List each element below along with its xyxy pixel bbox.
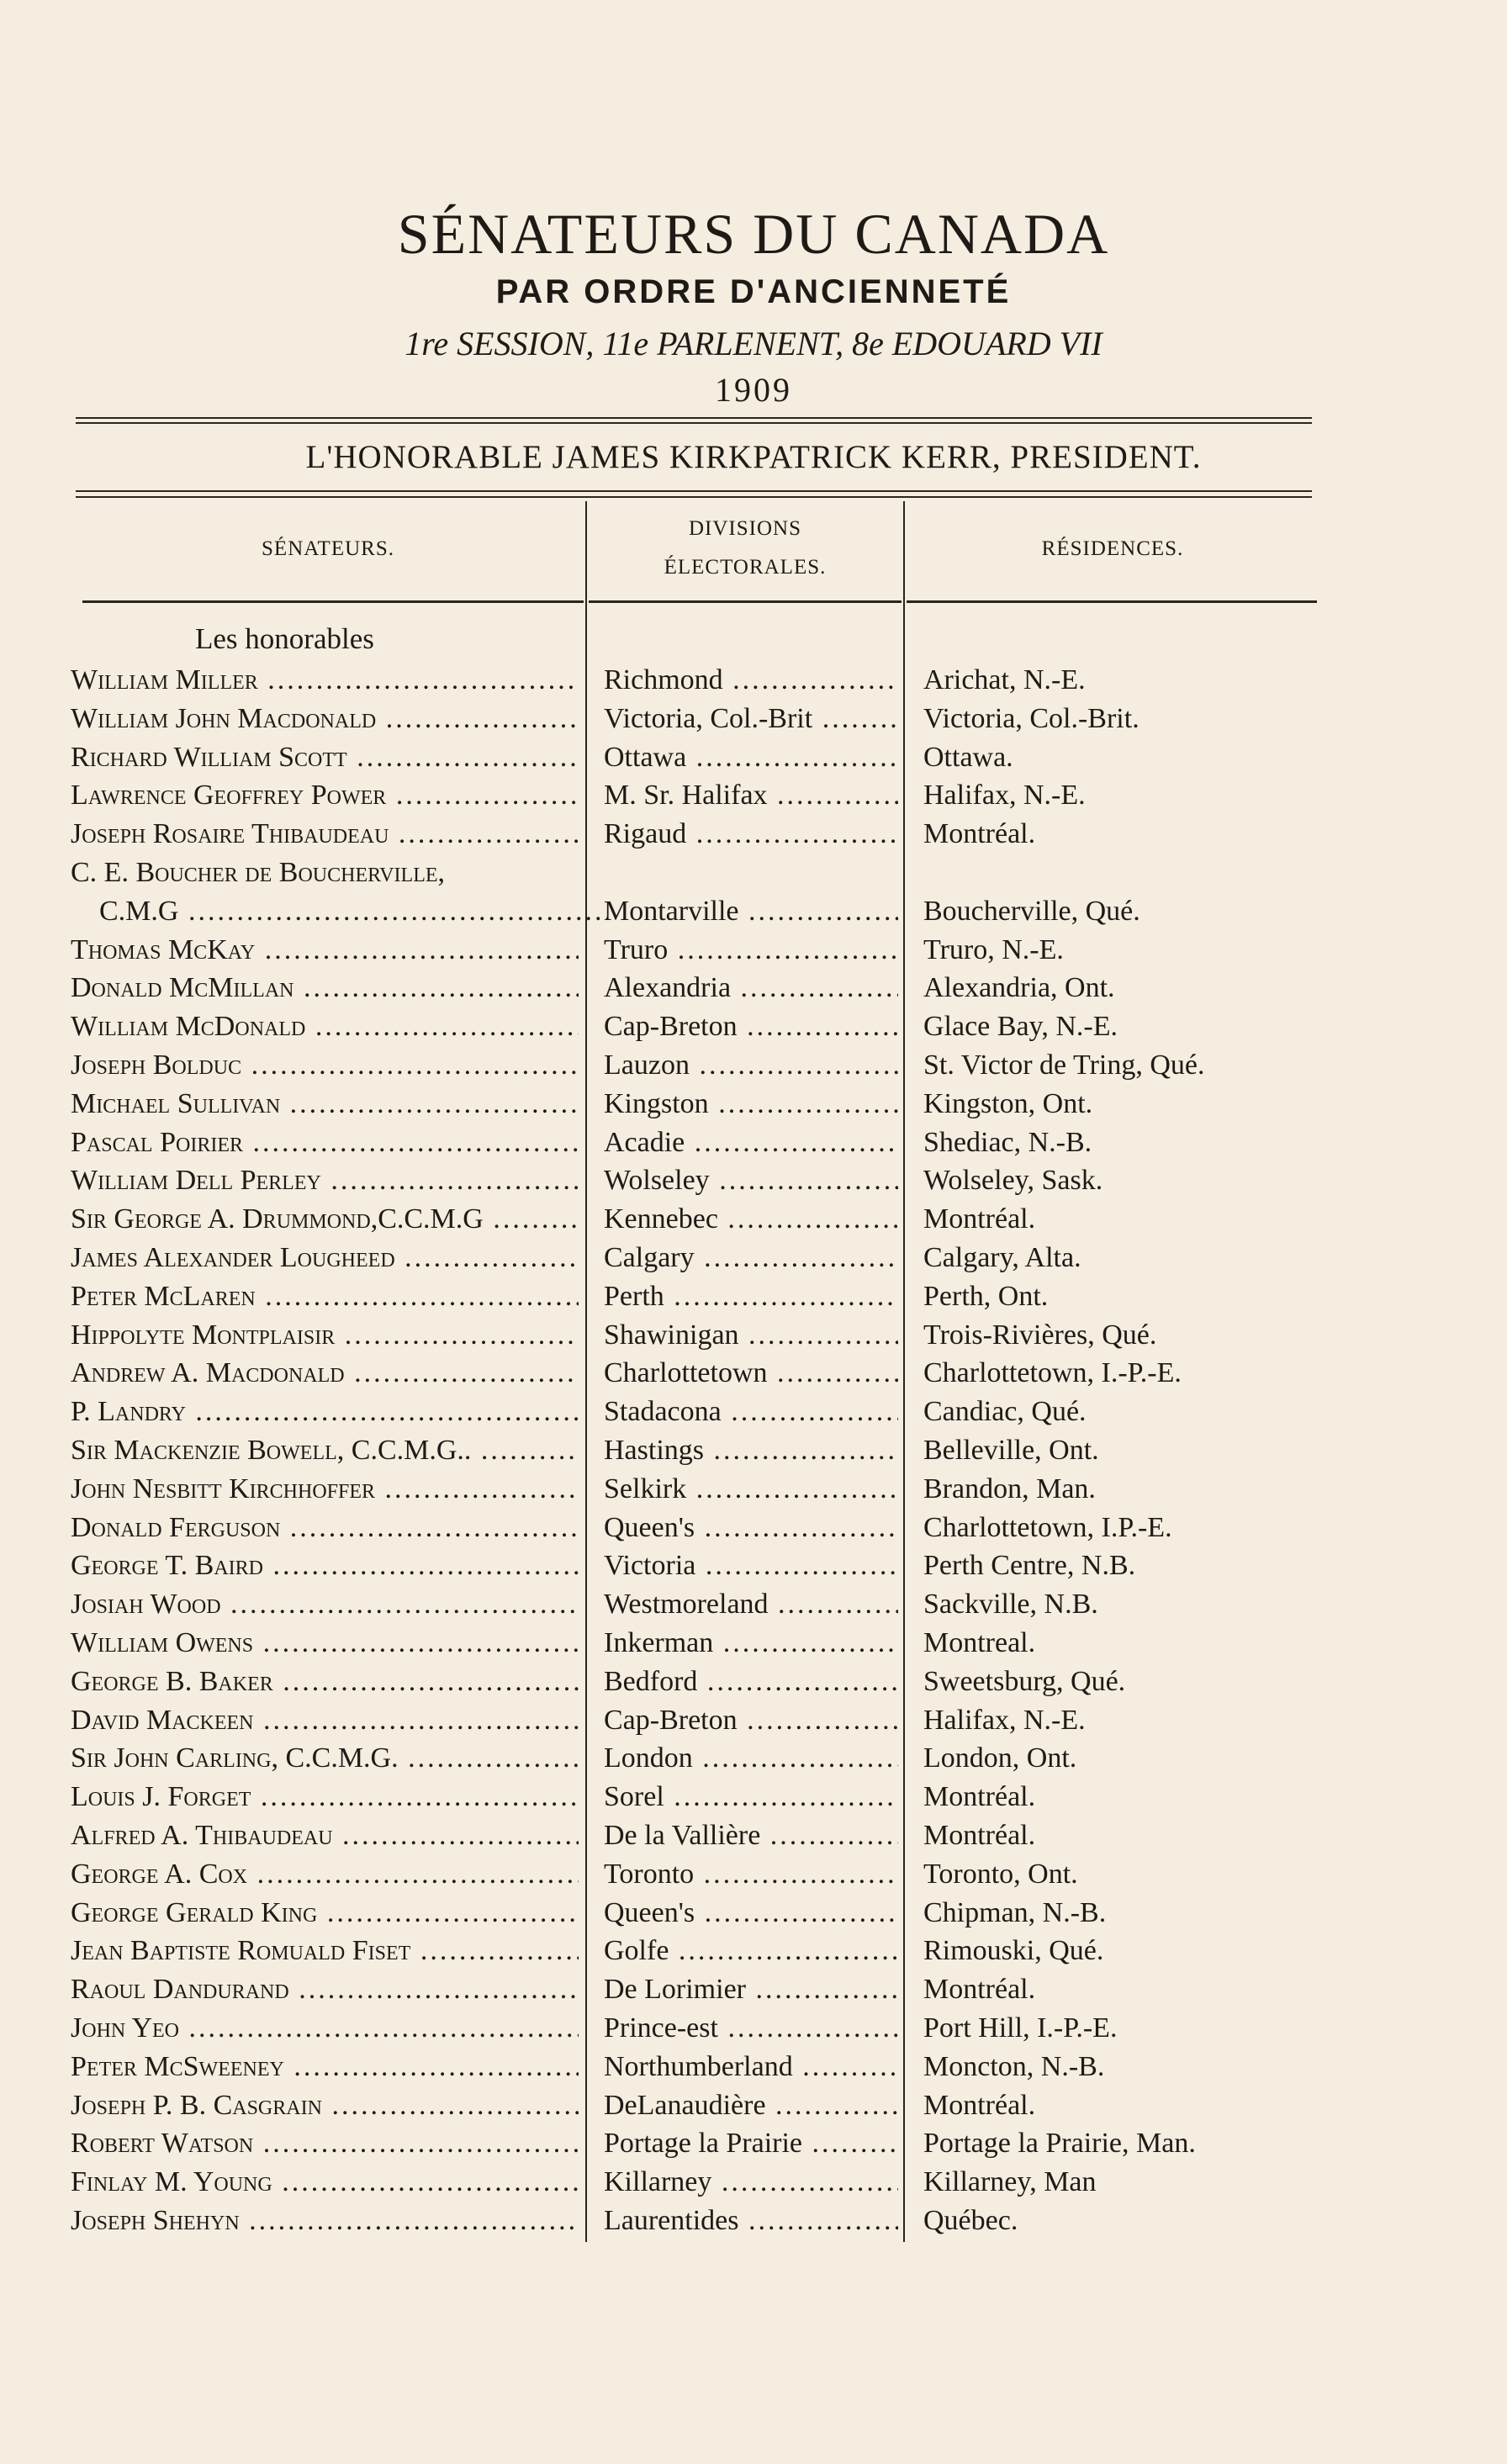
residence: Rimouski, Qué.: [923, 1935, 1104, 1967]
senator-name: Peter McSweeney .....: [71, 2048, 579, 2086]
senator-name: Joseph Rosaire Thibaudeau .....: [71, 815, 579, 854]
residence: Portage la Prairie, Man.: [923, 2128, 1196, 2160]
senator-name: P. Landry .....: [71, 1393, 579, 1431]
senator-name: C.M.G .....: [99, 892, 607, 931]
electoral-division: Cap-Breton .....: [604, 1701, 898, 1740]
residence: Montréal.: [923, 1820, 1036, 1851]
page-subtitle: PAR ORDRE D'ANCIENNETÉ: [495, 273, 1012, 310]
electoral-division: Lauzon .....: [604, 1046, 898, 1085]
table-row: [0, 1007, 1507, 1046]
senator-name: George Gerald King .....: [71, 1894, 579, 1933]
electoral-division: Selkirk .....: [604, 1470, 898, 1509]
electoral-division: Cap-Breton .....: [604, 1007, 898, 1046]
electoral-division: Stadacona .....: [604, 1393, 898, 1431]
electoral-division: Wolseley .....: [604, 1161, 898, 1200]
column-header-divisions: [587, 510, 903, 587]
residence: Moncton, N.-B.: [923, 2050, 1105, 2082]
president-line: L'HONORABLE JAMES KIRKPATRICK KERR, PRESIDENT.: [305, 439, 1202, 475]
residence: Perth Centre, N.B.: [923, 1550, 1136, 1582]
table-row: [0, 1585, 1507, 1624]
electoral-division: Northumberland .....: [604, 2048, 898, 2086]
residence: Wolseley, Sask.: [923, 1165, 1103, 1197]
header-underline: [82, 600, 584, 603]
header-underline: [589, 600, 902, 603]
electoral-division: Acadie .....: [604, 1124, 898, 1162]
senator-name: Alfred A. Thibaudeau .....: [71, 1816, 579, 1855]
electoral-division: Kennebec .....: [604, 1200, 898, 1239]
senator-name: Louis J. Forget .....: [71, 1778, 579, 1816]
residence: Montréal.: [923, 818, 1036, 850]
table-row: [0, 1277, 1507, 1316]
table-row: [0, 2009, 1507, 2048]
senator-name: John Yeo .....: [71, 2009, 579, 2048]
residence: Belleville, Ont.: [923, 1435, 1099, 1466]
senator-name: William Dell Perley .....: [71, 1161, 579, 1200]
year-line: 1909: [715, 371, 792, 409]
residence: Charlottetown, I.-P.-E.: [923, 1357, 1182, 1389]
electoral-division: Prince-est .....: [604, 2009, 898, 2048]
residence: Ottawa.: [923, 741, 1013, 773]
residence: Sweetsburg, Qué.: [923, 1665, 1126, 1697]
residence: Chipman, N.-B.: [923, 1896, 1107, 1928]
electoral-division: Sorel .....: [604, 1778, 898, 1816]
table-row: [0, 661, 1507, 700]
residence: Victoria, Col.-Brit.: [923, 702, 1140, 734]
senator-name: Raoul Dandurand .....: [71, 1970, 579, 2009]
senator-name: Donald Ferguson .....: [71, 1509, 579, 1547]
electoral-division: Hastings .....: [604, 1431, 898, 1470]
table-row: [0, 1431, 1507, 1470]
table-row: [0, 1046, 1507, 1085]
residence: Shediac, N.-B.: [923, 1126, 1092, 1158]
column-header-divisions-line1: DIVISIONS: [689, 517, 801, 540]
residence: Halifax, N.-E.: [923, 780, 1086, 812]
electoral-division: Shawinigan .....: [604, 1316, 898, 1355]
table-row: [0, 1200, 1507, 1239]
electoral-division: Rigaud .....: [604, 815, 898, 854]
senator-name: Pascal Poirier .....: [71, 1124, 579, 1162]
table-row: [0, 1816, 1507, 1855]
senator-name: George A. Cox .....: [71, 1855, 579, 1894]
electoral-division: London .....: [604, 1739, 898, 1778]
table-row: [0, 854, 1507, 892]
senator-name: Peter McLaren .....: [71, 1277, 579, 1316]
electoral-division: Calgary .....: [604, 1239, 898, 1277]
table-row: [0, 738, 1507, 777]
senator-name: Jean Baptiste Romuald Fiset .....: [71, 1932, 579, 1970]
table-row: [0, 1663, 1507, 1701]
table-row: [0, 2202, 1507, 2240]
senator-name: George B. Baker .....: [71, 1663, 579, 1701]
electoral-division: Portage la Prairie .....: [604, 2124, 898, 2163]
table-row: [0, 1932, 1507, 1970]
table-row: [0, 1161, 1507, 1200]
electoral-division: De la Vallière .....: [604, 1816, 898, 1855]
residence: Toronto, Ont.: [923, 1858, 1078, 1890]
senator-name: John Nesbitt Kirchhoffer .....: [71, 1470, 579, 1509]
residence: Montréal.: [923, 1781, 1036, 1813]
senator-name: Richard William Scott .....: [71, 738, 579, 777]
senator-name: Joseph Bolduc .....: [71, 1046, 579, 1085]
table-row: [0, 1701, 1507, 1740]
electoral-division: M. Sr. Halifax .....: [604, 776, 898, 815]
table-row: [0, 1085, 1507, 1124]
electoral-division: DeLanaudière .....: [604, 2086, 898, 2125]
table-row: [0, 1970, 1507, 2009]
residence: Arichat, N.-E.: [923, 664, 1086, 695]
senator-name: William John Macdonald .....: [71, 700, 579, 738]
senator-name: William McDonald .....: [71, 1007, 579, 1046]
electoral-division: Toronto .....: [604, 1855, 898, 1894]
electoral-division: Queen's .....: [604, 1509, 898, 1547]
residence: Montréal.: [923, 1203, 1036, 1235]
table-row: [0, 2048, 1507, 2086]
electoral-division: Perth .....: [604, 1277, 898, 1316]
senator-name: Finlay M. Young .....: [71, 2163, 579, 2202]
senator-name: Donald McMillan .....: [71, 969, 579, 1007]
table-row: [0, 1470, 1507, 1509]
table-row: [0, 931, 1507, 970]
table-row: [0, 969, 1507, 1007]
electoral-division: Kingston .....: [604, 1085, 898, 1124]
senator-name: Lawrence Geoffrey Power .....: [71, 776, 579, 815]
table-row: [0, 1778, 1507, 1816]
table-row: [0, 892, 1507, 931]
residence: St. Victor de Tring, Qué.: [923, 1050, 1205, 1081]
residence: Killarney, Man: [923, 2166, 1097, 2198]
divider: [76, 496, 1312, 498]
table-row: [0, 1393, 1507, 1431]
residence: Montreal.: [923, 1627, 1036, 1658]
table-row: [0, 1509, 1507, 1547]
senator-name: Sir John Carling, C.C.M.G. .....: [71, 1739, 579, 1778]
divider: [76, 417, 1312, 419]
residence: Trois-Rivières, Qué.: [923, 1319, 1157, 1351]
residence: Sackville, N.B.: [923, 1589, 1098, 1621]
electoral-division: Inkerman .....: [604, 1624, 898, 1663]
senator-name: Joseph Shehyn .....: [71, 2202, 579, 2240]
table-row: [0, 1739, 1507, 1778]
table-row: [0, 1124, 1507, 1162]
column-header-senateurs: SÉNATEURS.: [262, 537, 394, 560]
residence: Montréal.: [923, 1974, 1036, 2006]
table-row: [0, 815, 1507, 854]
electoral-division: Truro .....: [604, 931, 898, 970]
senator-name: James Alexander Lougheed .....: [71, 1239, 579, 1277]
senator-name: Sir Mackenzie Bowell, C.C.M.G.. .....: [71, 1431, 579, 1470]
residence: Truro, N.-E.: [923, 933, 1064, 965]
table-row: [0, 776, 1507, 815]
residence: Kingston, Ont.: [923, 1087, 1093, 1119]
residence: London, Ont.: [923, 1742, 1077, 1774]
page-title: SÉNATEURS DU CANADA: [397, 202, 1110, 266]
senator-name: C. E. Boucher de Boucherville,: [71, 857, 446, 888]
column-header-divisions-line2: ÉLECTORALES.: [664, 556, 827, 579]
residence: Port Hill, I.-P.-E.: [923, 2012, 1118, 2044]
senator-name: William Owens .....: [71, 1624, 579, 1663]
residence: Québec.: [923, 2205, 1018, 2236]
senator-name: Robert Watson .....: [71, 2124, 579, 2163]
senator-name: David Mackeen .....: [71, 1701, 579, 1740]
electoral-division: Victoria .....: [604, 1547, 898, 1585]
table-row: [0, 2163, 1507, 2202]
electoral-division: Charlottetown .....: [604, 1354, 898, 1393]
header-underline: [907, 600, 1317, 603]
divider: [76, 490, 1312, 492]
table-row: [0, 1239, 1507, 1277]
column-header-residences: RÉSIDENCES.: [1041, 537, 1184, 560]
electoral-division: Bedford .....: [604, 1663, 898, 1701]
senator-name: Joseph P. B. Casgrain .....: [71, 2086, 579, 2125]
les-honorables-label: Les honorables: [195, 622, 374, 655]
senator-name: Thomas McKay .....: [71, 931, 579, 970]
senator-name: Andrew A. Macdonald .....: [71, 1354, 579, 1393]
senator-name: George T. Baird .....: [71, 1547, 579, 1585]
electoral-division: Victoria, Col.-Brit .....: [604, 700, 898, 738]
table-row: [0, 2124, 1507, 2163]
table-row: [0, 700, 1507, 738]
divider: [76, 422, 1312, 424]
electoral-division: Laurentides .....: [604, 2202, 898, 2240]
residence: Glace Bay, N.-E.: [923, 1011, 1118, 1043]
electoral-division: Westmoreland .....: [604, 1585, 898, 1624]
table-row: [0, 1354, 1507, 1393]
senator-name: Michael Sullivan .....: [71, 1085, 579, 1124]
table-row: [0, 1855, 1507, 1894]
electoral-division: Queen's .....: [604, 1894, 898, 1933]
table-row: [0, 1547, 1507, 1585]
residence: Perth, Ont.: [923, 1280, 1049, 1312]
table-row: [0, 1316, 1507, 1355]
residence: Calgary, Alta.: [923, 1242, 1081, 1273]
residence: Halifax, N.-E.: [923, 1704, 1086, 1736]
residence: Candiac, Qué.: [923, 1396, 1087, 1428]
table-row: [0, 1624, 1507, 1663]
electoral-division: Montarville .....: [604, 892, 898, 931]
session-line: 1re SESSION, 11e PARLENENT, 8e EDOUARD VII: [405, 325, 1102, 362]
senator-name: Sir George A. Drummond,C.C.M.G .....: [71, 1200, 579, 1239]
table-row: [0, 1894, 1507, 1933]
residence: Charlottetown, I.P.-E.: [923, 1511, 1172, 1543]
residence: Alexandria, Ont.: [923, 972, 1115, 1004]
electoral-division: Alexandria .....: [604, 969, 898, 1007]
electoral-division: De Lorimier .....: [604, 1970, 898, 2009]
table-row: [0, 2086, 1507, 2125]
electoral-division: Killarney .....: [604, 2163, 898, 2202]
electoral-division: Richmond .....: [604, 661, 898, 700]
senator-name: Josiah Wood .....: [71, 1585, 579, 1624]
electoral-division: Ottawa .....: [604, 738, 898, 777]
residence: Boucherville, Qué.: [923, 895, 1140, 927]
electoral-division: Golfe .....: [604, 1932, 898, 1970]
senator-name: William Miller .....: [71, 661, 579, 700]
residence: Brandon, Man.: [923, 1473, 1096, 1504]
senator-name: Hippolyte Montplaisir .....: [71, 1316, 579, 1355]
residence: Montréal.: [923, 2089, 1036, 2121]
